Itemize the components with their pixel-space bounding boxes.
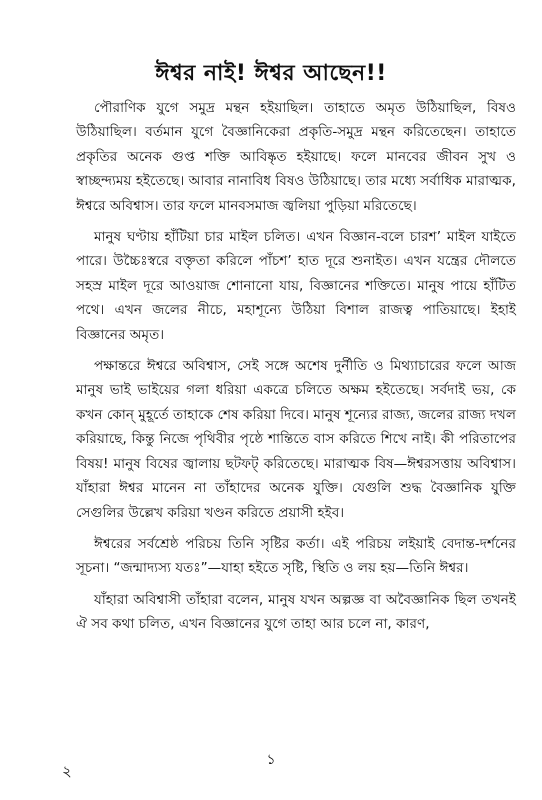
- page-title: ঈশ্বর নাই! ঈশ্বর আছেন!!: [155, 61, 387, 86]
- paragraph-1: পৌরাণিক যুগে সমুদ্র মন্থন হইয়াছিল। তাহাতে অমৃত উঠিয়াছিল, বিষও উঠিয়াছিল। বর্তমান যুগে বৈজ্ঞানিকেরা প্রকৃতি-সমুদ্র মন্থন করিতেছেন। তাহাতে প্রকৃতির অনেক গুপ্ত শক্তি আবিষ্কৃত হইয়াছে। ফলে মানবের জীবন সুখ ও স্বাচ্ছন্দ্যময় হইতেছে। আবার নানাবিধ বিষও উঠিয়াছে। তার মধ্যে সর্বাধিক মারাত্মক, ঈশ্বরে অবিশ্বাস। তার ফলে মানবসমাজ জ্বলিয়া পুড়িয়া মরিতেছে।: [76, 100, 516, 214]
- paragraph-5: যাঁহারা অবিশ্বাসী তাঁহারা বলেন, মানুষ যখন অল্পজ্ঞ বা অবৈজ্ঞানিক ছিল তখনই ঐ সব কথা চলিত, এখন বিজ্ঞানের যুগে তাহা আর চলে না, কারণ,: [76, 591, 516, 633]
- paragraph-2: মানুষ ঘণ্টায় হাঁটিয়া চার মাইল চলিত। এখন বিজ্ঞান-বলে চারশ’ মাইল যাইতে পারে। উচ্চৈঃস্বরে বক্তৃতা করিলে পাঁচশ’ হাত দূরে শুনাইত। এখন যন্ত্রের দৌলতে সহস্র মাইল দূরে আওয়াজ শোনানো যায়, বিজ্ঞানের শক্তিতে। মানুষ পায়ে হাঁটিত পথে। এখন জলের নীচে, মহাশূন্যে উঠিয়া বিশাল রাজত্ব পাতিয়াছে। ইহাই বিজ্ঞানের অমৃত।: [76, 229, 516, 343]
- paragraph-4: ঈশ্বরের সর্বশ্রেষ্ঠ পরিচয় তিনি সৃষ্টির কর্তা। এই পরিচয় লইয়াই বেদান্ত-দর্শনের সূচনা। “জন্মাদ্যস্য যতঃ”—যাহা হইতে সৃষ্টি, স্থিতি ও লয় হয়—তিনি ঈশ্বর।: [76, 535, 516, 577]
- paragraph-3: পক্ষান্তরে ঈশ্বরে অবিশ্বাস, সেই সঙ্গে অশেষ দুর্নীতি ও মিথ্যাচারের ফলে আজ মানুষ ভাই ভাইয়ের গলা ধরিয়া একত্রে চলিতে অক্ষম হইতেছে। সর্বদাই ভয়, কে কখন কোন্ মুহূর্তে তাহাকে শেষ করিয়া দিবে। মানুষ শূন্যের রাজ্য, জলের রাজ্য দখল করিয়াছে, কিন্তু নিজে পৃথিবীর পৃষ্ঠে শান্তিতে বাস করিতে শিখে নাই। কী পরিতাপের বিষয়! মানুষ বিষের জ্বালায় ছটফট্ করিতেছে। মারাত্মক বিষ—ঈশ্বরসত্তায় অবিশ্বাস। যাঁহারা ঈশ্বর মানেন না তাঁহাদের অনেক যুক্তি। যেগুলি শুদ্ধ বৈজ্ঞানিক যুক্তি সেগুলির উল্লেখ করিয়া খণ্ডন করিতে প্রয়াসী হইব।: [76, 358, 516, 521]
- page-number: ১: [266, 752, 276, 768]
- corner-page-mark: ২: [62, 762, 72, 780]
- body-text: [76, 96, 516, 644]
